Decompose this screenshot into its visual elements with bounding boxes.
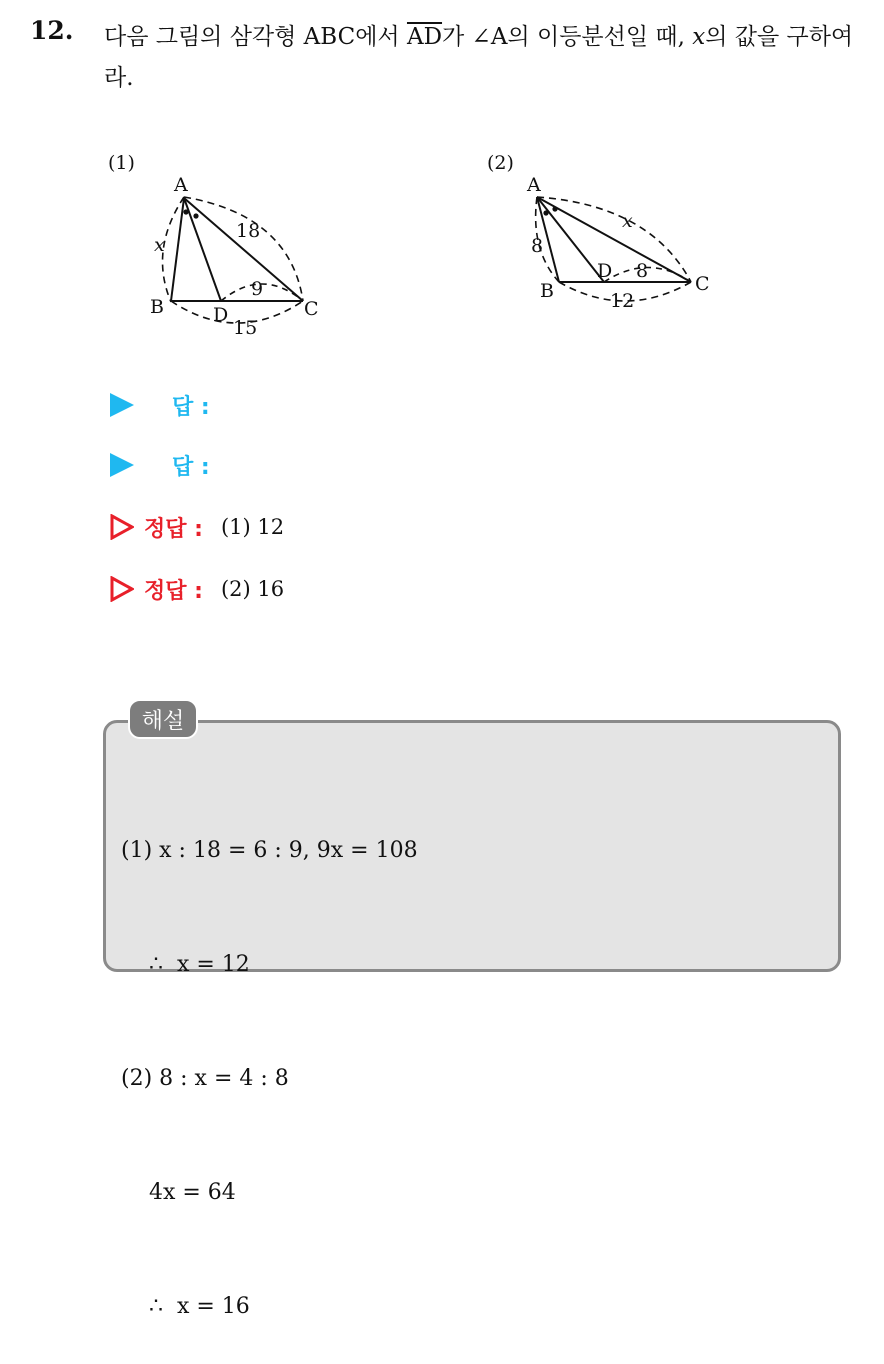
- outline-triangle-icon: [110, 514, 134, 540]
- correct-answer-row-2: [110, 572, 284, 606]
- side-label-ab: 8: [531, 235, 544, 257]
- side-label-ac: x: [622, 210, 633, 232]
- answer-row-1: [110, 388, 210, 422]
- solution-line: ∴ x = 16: [121, 1294, 250, 1319]
- angle-mark-dot: [552, 206, 557, 211]
- solution-line: 4x = 64: [121, 1180, 236, 1205]
- solution-line: (1) x : 18 = 6 : 9, 9x = 108: [121, 838, 418, 863]
- question-text: [104, 17, 864, 99]
- figure-1-label: (1): [108, 152, 135, 174]
- side-label-ab: x: [154, 234, 165, 256]
- segment-ad: $\overline{AD}$: [406, 24, 443, 50]
- vertex-a: A: [174, 174, 188, 196]
- side-label-dc: 9: [251, 278, 264, 300]
- figure-1: [100, 145, 340, 345]
- vertex-b: B: [150, 296, 164, 318]
- figure-2-diagram: [480, 145, 740, 325]
- figure-1-diagram: [100, 145, 340, 345]
- correct-answer-value-1: (1) 12: [220, 515, 285, 539]
- figure-2-label: (2): [487, 152, 514, 174]
- outline-triangle-icon: [110, 576, 134, 602]
- solution-line: ∴ x = 12: [121, 952, 250, 977]
- vertex-c: C: [695, 273, 710, 295]
- question-number: 12.: [30, 16, 74, 45]
- side-label-dc: 8: [636, 260, 649, 282]
- answer-row-2: [110, 448, 210, 482]
- solution-line: (2) 8 : x = 4 : 8: [121, 1066, 289, 1091]
- correct-answer-value-2: (2) 16: [220, 577, 285, 601]
- correct-answer-label-1: 정답 :: [144, 516, 203, 542]
- vertex-d: D: [597, 260, 613, 282]
- answer-label-2: 답 :: [172, 454, 210, 480]
- solution-tab: 해설: [128, 699, 198, 739]
- angle-mark-dot: [183, 209, 188, 214]
- angle-mark-dot: [193, 213, 198, 218]
- variable-x: x: [692, 24, 706, 50]
- vertex-a: A: [527, 174, 541, 196]
- figure-2: [480, 145, 740, 325]
- play-triangle-icon: [110, 453, 134, 477]
- vertex-b: B: [540, 280, 554, 302]
- correct-answer-row-1: [110, 510, 284, 544]
- angle-mark-dot: [543, 210, 548, 215]
- side-ac: [537, 197, 691, 282]
- side-label-bc: 15: [233, 317, 258, 339]
- vertex-d: D: [213, 304, 229, 326]
- vertex-c: C: [304, 298, 319, 320]
- side-ab: [171, 198, 184, 301]
- correct-answer-label-2: 정답 :: [144, 578, 203, 604]
- question-text-part3: 의 값을 구하여라.: [104, 24, 854, 91]
- side-label-ac: 18: [236, 220, 261, 242]
- side-label-bc: 12: [610, 290, 635, 312]
- solution-lines: [121, 756, 418, 1364]
- question-text-part1: 다음 그림의 삼각형 ABC에서: [104, 24, 407, 50]
- question-text-part2: 가 ∠A의 이등분선일 때,: [442, 24, 693, 50]
- play-triangle-icon: [110, 393, 134, 417]
- answer-label-1: 답 :: [172, 394, 210, 420]
